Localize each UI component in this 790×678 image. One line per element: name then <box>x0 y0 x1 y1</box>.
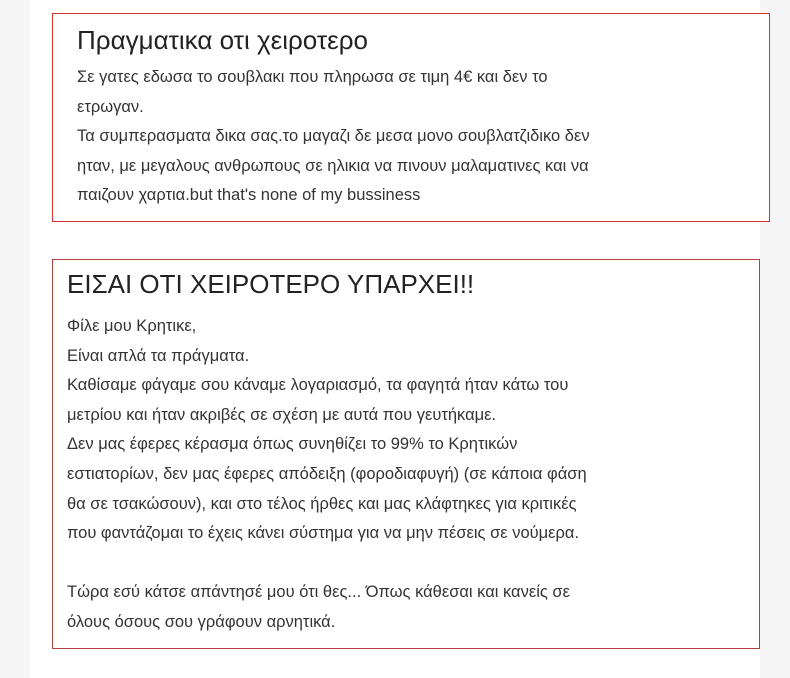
review-text-line: Φίλε μου Κρητικε, <box>67 317 197 335</box>
review-text-line: Τα συμπερασματα δικα σας.το μαγαζι δε μεσα μονο σουβλατζιδικο δεν <box>77 127 590 146</box>
review-text-line: που φαντάζομαι το έχεις κάνει σύστημα για να μην πέσεις σε νούμερα. <box>67 524 580 543</box>
review-title: ΕΙΣΑΙ ΟΤΙ ΧΕΙΡΟΤΕΡΟ ΥΠΑΡΧΕΙ!! <box>67 269 475 299</box>
review-body <box>77 63 745 211</box>
review-text-line: Δεν μας έφερες κέρασμα όπως συνηθίζει το 99% το Κρητικών <box>67 435 518 454</box>
review-card <box>52 13 770 222</box>
review-title: Πραγματικα οτι χειροτερο <box>77 25 368 55</box>
review-card <box>52 259 760 649</box>
review-text-line: Σε γατες εδωσα το σουβλακι που πληρωσα σε τιμη 4€ και δεν το <box>77 68 548 86</box>
review-text-line: όλους όσους σου γράφουν αρνητικά. <box>67 612 336 631</box>
review-text-line: ηταν, με μεγαλους ανθρωπους σε ηλικια να πινουν μαλαματινες και να <box>77 156 589 175</box>
review-text-line: εστιατορίων, δεν μας έφερες απόδειξη (φοροδιαφυγή) (σε κάποια φάση <box>67 464 587 483</box>
review-text-line: θα σε τσακώσουν), και στο τέλος ήρθες και μας κλάφτηκες για κριτικές <box>67 494 577 513</box>
review-blank-line <box>67 549 745 579</box>
review-text-line: ετρωγαν. <box>77 97 144 116</box>
review-text-line: παιζουν χαρτια.but that's none of my bussiness <box>77 186 421 205</box>
review-body <box>67 312 745 638</box>
review-text-line: Είναι απλά τα πράγματα. <box>67 346 250 365</box>
review-text-line: Τώρα εσύ κάτσε απάντησέ μου ότι θες... Όπως κάθεσαι και κανείς σε <box>67 583 570 602</box>
review-text-line: Καθίσαμε φάγαμε σου κάναμε λογαριασμό, τα φαγητά ήταν κάτω του <box>67 376 569 395</box>
review-text-line: μετρίου και ήταν ακριβές σε σχέση με αυτά που γευτήκαμε. <box>67 405 497 424</box>
